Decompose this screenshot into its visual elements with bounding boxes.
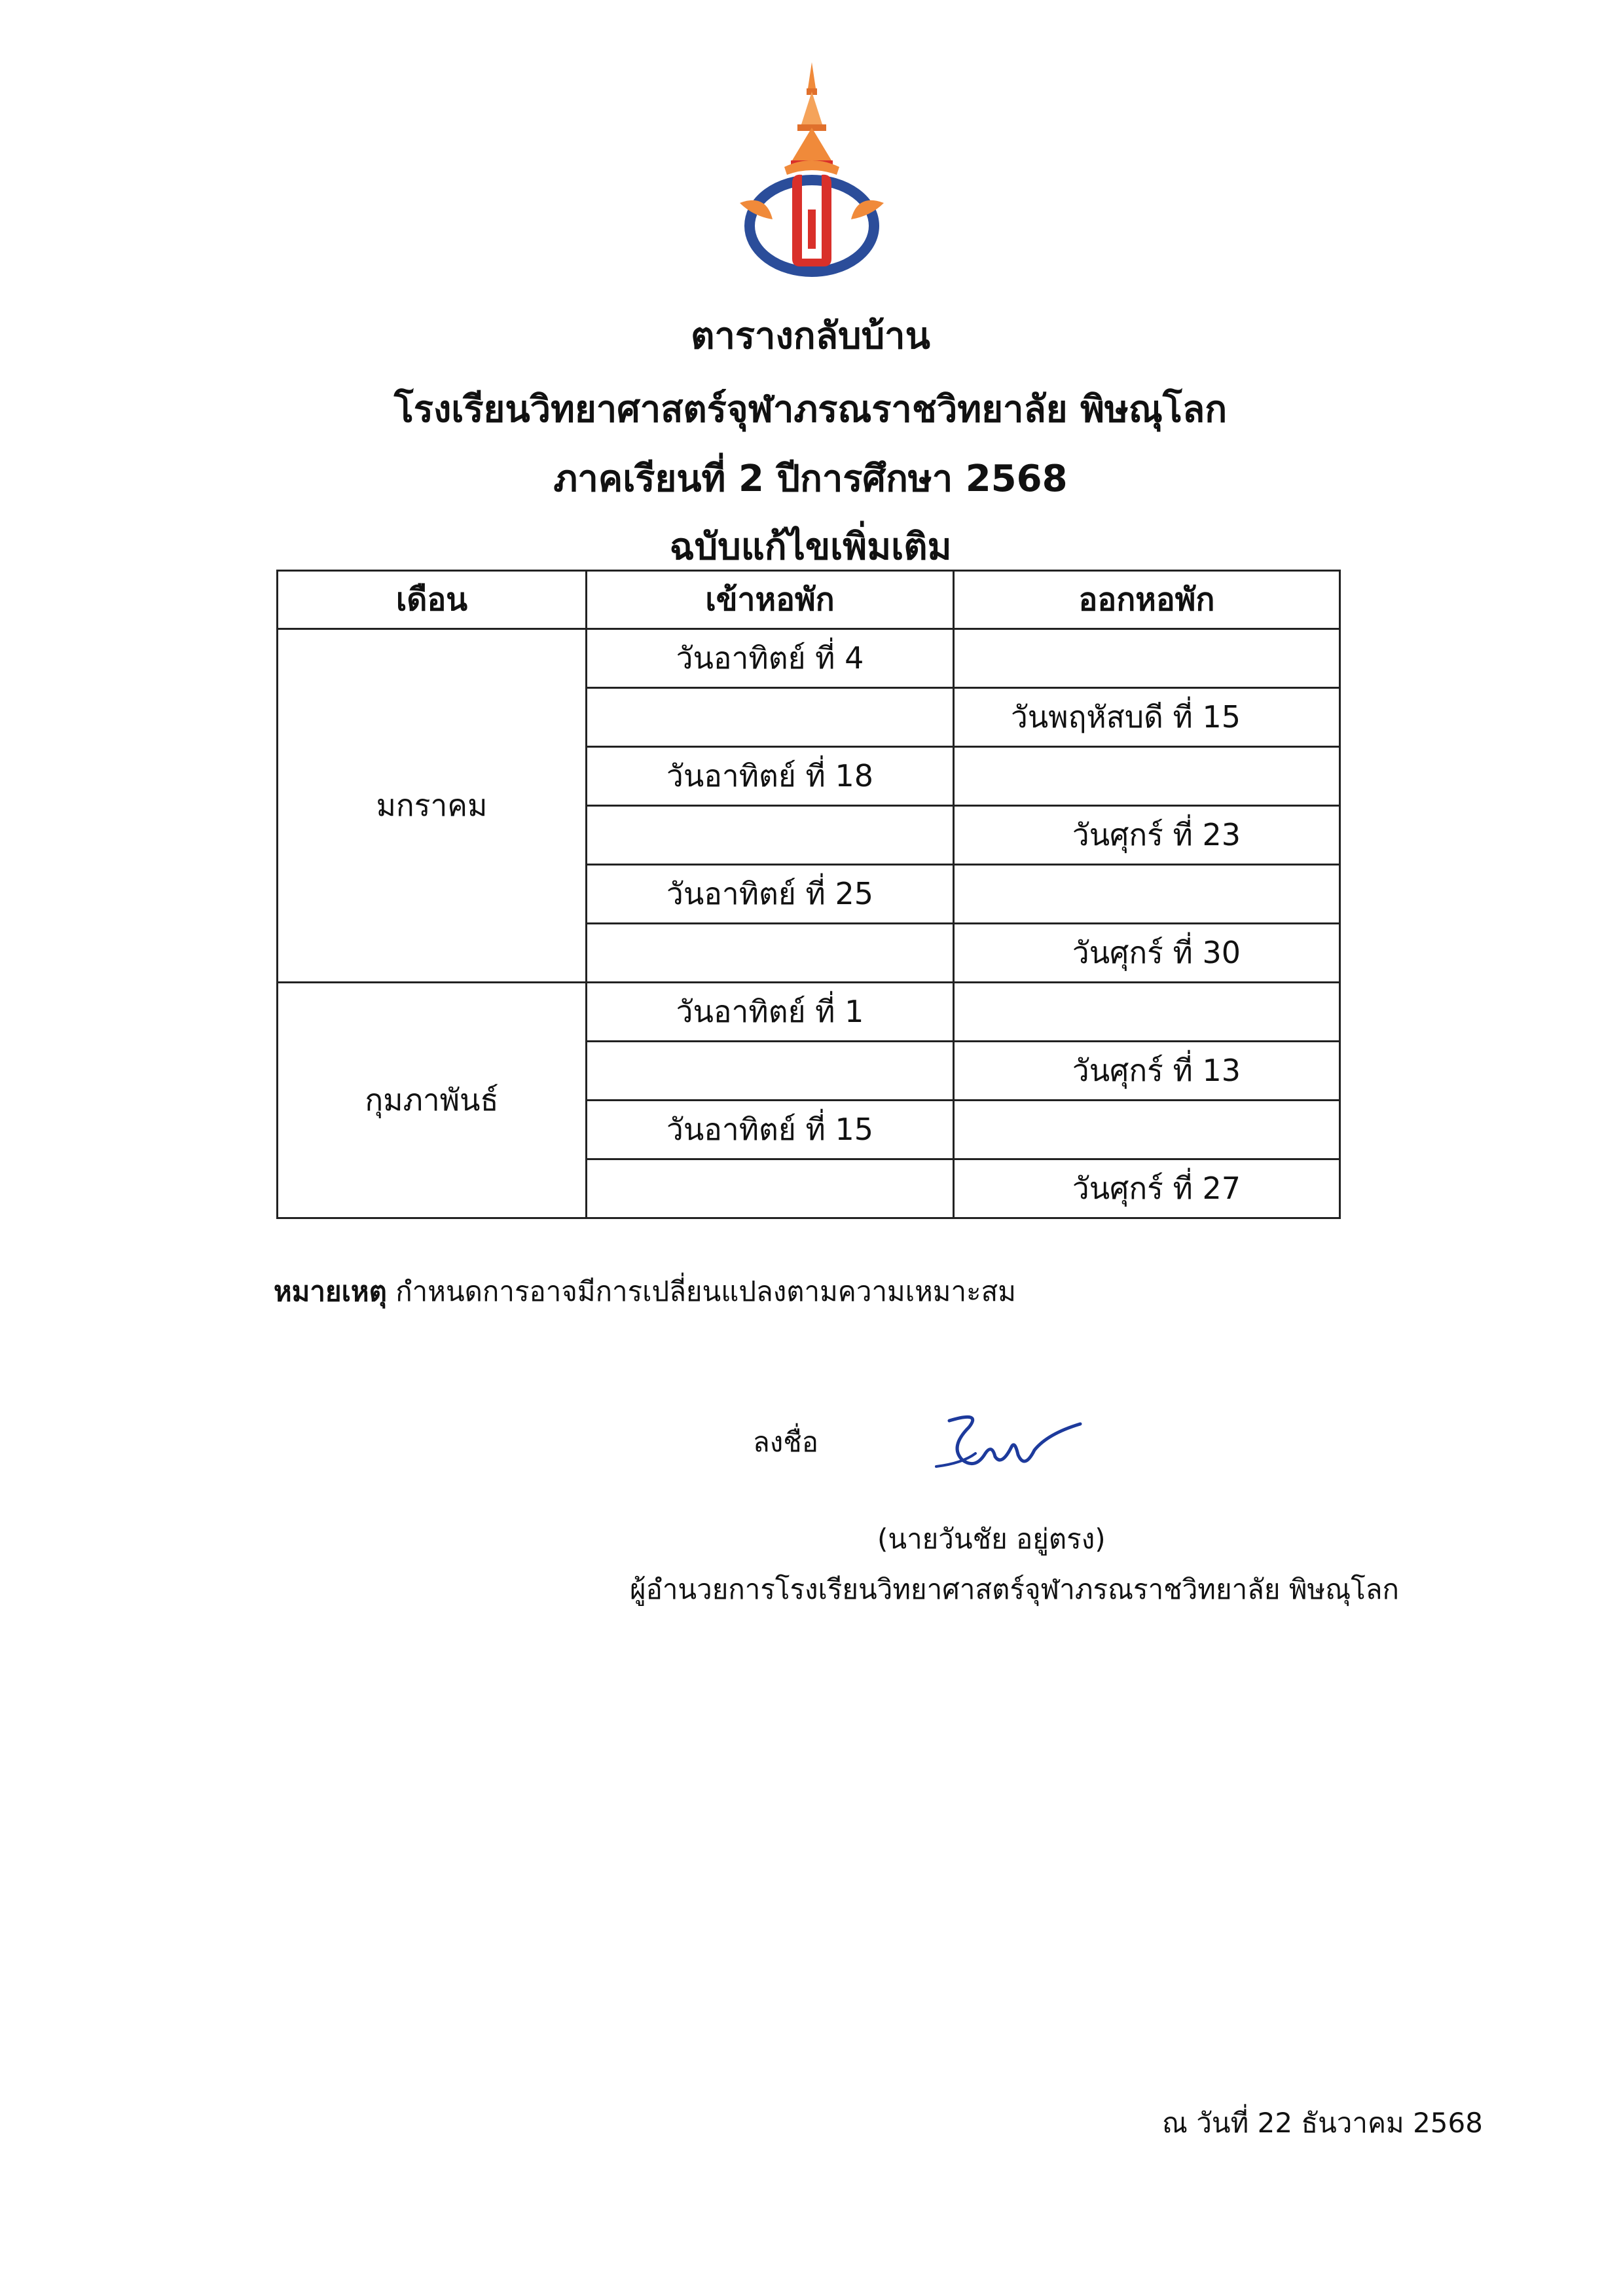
table-row (278, 629, 1340, 688)
month-cell-january: มกราคม (278, 629, 587, 983)
signer-name: (นายวันชัย อยู่ตรง) (877, 1523, 1106, 1555)
check-out-cell: วันศุกร์ ที่ 27 (954, 1159, 1340, 1218)
signer-position: ผู้อำนวยการโรงเรียนวิทยาศาสตร์จุฬาภรณราชวิทยาลัย พิษณุโลก (630, 1573, 1399, 1605)
signature-label: ลงชื่อ (753, 1426, 818, 1458)
check-in-cell (587, 1042, 954, 1101)
handwritten-signature (923, 1408, 1093, 1486)
check-in-cell: วันอาทิตย์ ที่ 1 (587, 983, 954, 1042)
document-date: ณ วันที่ 22 ธันวาคม 2568 (1162, 2107, 1483, 2139)
check-out-cell (954, 983, 1340, 1042)
check-in-cell (587, 688, 954, 747)
schedule-table (276, 570, 1341, 1219)
check-out-cell (954, 865, 1340, 924)
check-out-cell: วันพฤหัสบดี ที่ 15 (954, 688, 1340, 747)
check-in-cell: วันอาทิตย์ ที่ 4 (587, 629, 954, 688)
check-out-cell: วันศุกร์ ที่ 13 (954, 1042, 1340, 1101)
check-out-cell (954, 629, 1340, 688)
edition-label: ฉบับแก้ไขเพิ่มเติม (669, 526, 952, 568)
remark-label: หมายเหตุ (274, 1275, 387, 1307)
check-in-cell: วันอาทิตย์ ที่ 18 (587, 747, 954, 806)
remark-text: กำหนดการอาจมีการเปลี่ยนแปลงตามความเหมาะสม (386, 1275, 1016, 1307)
check-out-cell: วันศุกร์ ที่ 23 (954, 806, 1340, 865)
table-header-row (278, 571, 1340, 629)
check-out-cell (954, 747, 1340, 806)
check-in-cell (587, 924, 954, 983)
check-in-cell: วันอาทิตย์ ที่ 25 (587, 865, 954, 924)
check-out-cell (954, 1101, 1340, 1159)
check-in-cell (587, 806, 954, 865)
check-in-cell (587, 1159, 954, 1218)
month-cell-february: กุมภาพันธ์ (278, 983, 587, 1218)
header-month: เดือน (278, 571, 587, 629)
header-check-out: ออกหอพัก (954, 571, 1340, 629)
check-in-cell: วันอาทิตย์ ที่ 15 (587, 1101, 954, 1159)
header-check-in: เข้าหอพัก (587, 571, 954, 629)
remark (274, 1270, 1016, 1313)
document-title: ตารางกลับบ้าน (691, 315, 930, 357)
table-row (278, 983, 1340, 1042)
check-out-cell: วันศุกร์ ที่ 30 (954, 924, 1340, 983)
school-emblem-logo (727, 62, 897, 285)
school-name: โรงเรียนวิทยาศาสตร์จุฬาภรณราชวิทยาลัย พิษณุโลก (393, 388, 1228, 431)
term-label: ภาคเรียนที่ 2 ปีการศึกษา 2568 (553, 458, 1068, 500)
